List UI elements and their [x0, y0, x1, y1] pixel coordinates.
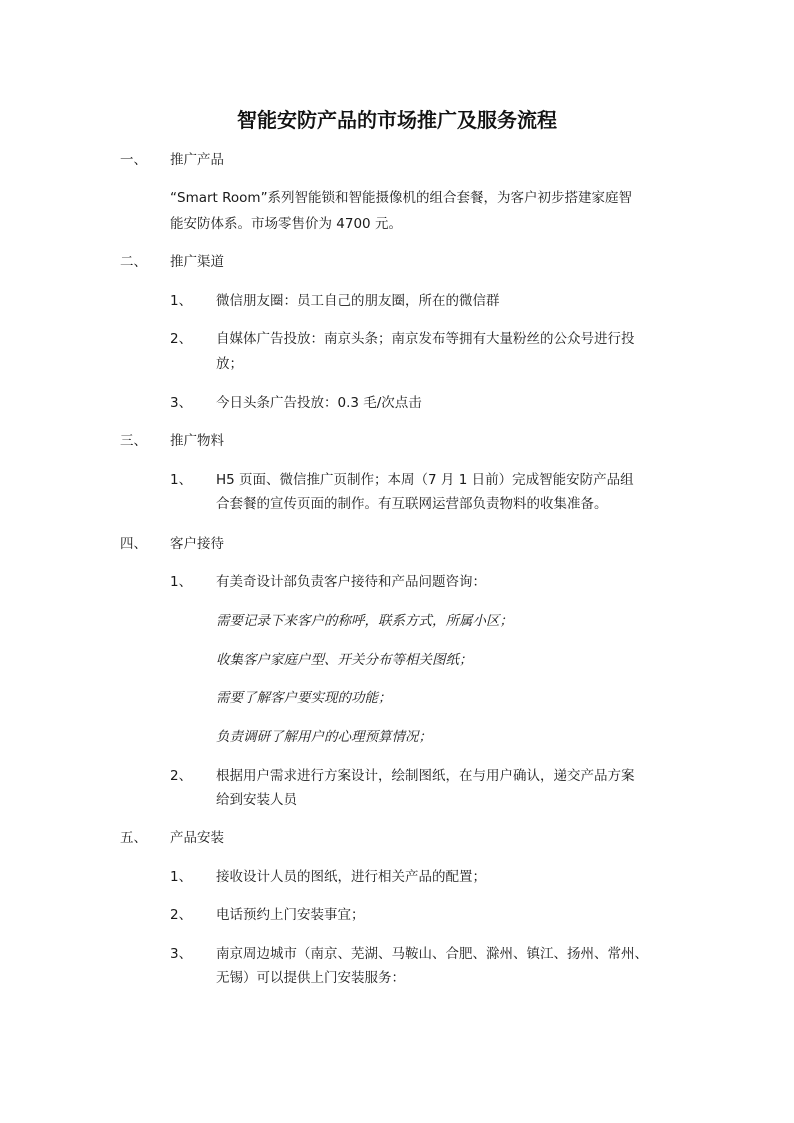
section-5-item-3-text-line-1: 南京周边城市（南京、芜湖、马鞍山、合肥、滁州、镇江、扬州、常州、: [216, 946, 648, 962]
section-4-number: 四、: [120, 536, 147, 552]
section-1-number: 一、: [120, 152, 147, 168]
section-4-item-2-text-line-1: 根据用户需求进行方案设计，绘制图纸，在与用户确认，递交产品方案: [216, 768, 635, 784]
section-1-title: 推广产品: [170, 152, 224, 168]
section-5-item-1-text: 接收设计人员的图纸，进行相关产品的配置；: [216, 869, 486, 885]
section-3-item-1-text-line-1: H5 页面、微信推广页制作；本周（7 月 1 日前）完成智能安防产品组: [216, 472, 634, 488]
section-2-item-2-number: 2、: [170, 331, 193, 347]
section-1-paragraph-line-2: 能安防体系。市场零售价为 4700 元。: [170, 216, 402, 232]
document-title: 智能安防产品的市场推广及服务流程: [237, 108, 557, 132]
section-5-item-1-number: 1、: [170, 869, 193, 885]
section-2-title: 推广渠道: [170, 254, 224, 270]
section-3-item-1-text-line-2: 合套餐的宣传页面的制作。有互联网运营部负责物料的收集准备。: [216, 496, 608, 512]
section-5-item-2-number: 2、: [170, 907, 193, 923]
section-4-item-1-text: 有美奇设计部负责客户接待和产品问题咨询：: [216, 574, 486, 590]
section-5-item-2-text: 电话预约上门安装事宜；: [216, 907, 365, 923]
section-4-title: 客户接待: [170, 536, 224, 552]
section-4-sub-item-4: 负责调研了解用户的心理预算情况；: [216, 729, 432, 745]
section-2-number: 二、: [120, 254, 147, 270]
section-4-item-1-number: 1、: [170, 574, 193, 590]
section-3-title: 推广物料: [170, 433, 224, 449]
section-3-item-1-number: 1、: [170, 472, 193, 488]
section-4-sub-item-3: 需要了解客户要实现的功能；: [216, 690, 392, 706]
section-2-item-1-number: 1、: [170, 293, 193, 309]
section-4-sub-item-1: 需要记录下来客户的称呼，联系方式，所属小区；: [216, 613, 513, 629]
section-2-item-2-text-line-2: 放；: [216, 356, 243, 372]
section-5-number: 五、: [120, 830, 147, 846]
section-2-item-1-text: 微信朋友圈：员工自己的朋友圈，所在的微信群: [216, 293, 500, 309]
section-5-item-3-number: 3、: [170, 946, 193, 962]
section-1-paragraph-line-1: “Smart Room”系列智能锁和智能摄像机的组合套餐，为客户初步搭建家庭智: [170, 190, 633, 206]
section-2-item-2-text-line-1: 自媒体广告投放：南京头条；南京发布等拥有大量粉丝的公众号进行投: [216, 331, 635, 347]
section-2-item-3-text: 今日头条广告投放：0.3 毛/次点击: [216, 395, 422, 411]
section-4-item-2-number: 2、: [170, 768, 193, 784]
section-4-item-2-text-line-2: 给到安装人员: [216, 792, 297, 808]
section-3-number: 三、: [120, 433, 147, 449]
section-5-item-3-text-line-2: 无锡）可以提供上门安装服务：: [216, 970, 405, 986]
section-4-sub-item-2: 收集客户家庭户型、开关分布等相关图纸；: [216, 652, 473, 668]
section-2-item-3-number: 3、: [170, 395, 193, 411]
section-5-title: 产品安装: [170, 830, 224, 846]
